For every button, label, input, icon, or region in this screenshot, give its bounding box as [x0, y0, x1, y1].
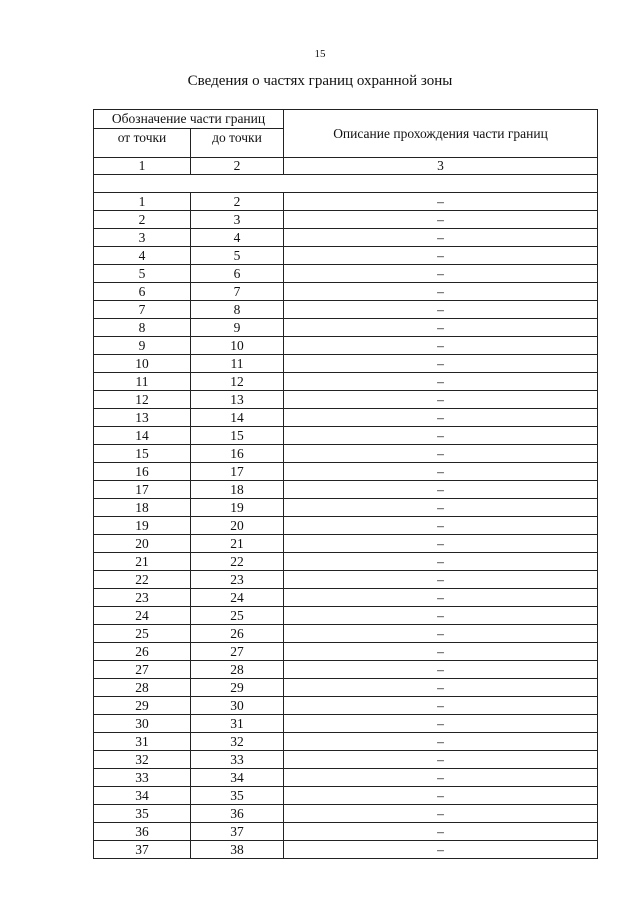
cell-to-point: 26 [191, 625, 284, 643]
cell-description: – [284, 535, 598, 553]
cell-from-point: 27 [94, 661, 191, 679]
cell-to-point: 19 [191, 499, 284, 517]
boundary-parts-table [93, 109, 598, 859]
cell-description: – [284, 517, 598, 535]
cell-from-point: 32 [94, 751, 191, 769]
table-row [94, 211, 598, 229]
cell-description: – [284, 751, 598, 769]
cell-description: – [284, 265, 598, 283]
cell-description: – [284, 769, 598, 787]
section-spacer-row [94, 175, 598, 193]
table-row [94, 661, 598, 679]
cell-to-point: 29 [191, 679, 284, 697]
table-row [94, 301, 598, 319]
section-spacer-cell [94, 175, 598, 193]
cell-to-point: 2 [191, 193, 284, 211]
cell-to-point: 7 [191, 283, 284, 301]
cell-from-point: 11 [94, 373, 191, 391]
cell-to-point: 34 [191, 769, 284, 787]
cell-to-point: 14 [191, 409, 284, 427]
cell-from-point: 19 [94, 517, 191, 535]
cell-from-point: 12 [94, 391, 191, 409]
cell-description: – [284, 373, 598, 391]
cell-from-point: 7 [94, 301, 191, 319]
cell-from-point: 22 [94, 571, 191, 589]
table-row [94, 751, 598, 769]
table-row [94, 427, 598, 445]
cell-description: – [284, 589, 598, 607]
table-row [94, 625, 598, 643]
cell-to-point: 28 [191, 661, 284, 679]
table-row [94, 319, 598, 337]
cell-from-point: 8 [94, 319, 191, 337]
cell-description: – [284, 679, 598, 697]
cell-description: – [284, 841, 598, 859]
cell-description: – [284, 319, 598, 337]
table-row [94, 193, 598, 211]
cell-from-point: 16 [94, 463, 191, 481]
cell-to-point: 35 [191, 787, 284, 805]
header-to-point: до точки [191, 129, 284, 158]
cell-description: – [284, 463, 598, 481]
document-title: Сведения о частях границ охранной зоны [187, 73, 453, 89]
column-number-row [94, 158, 598, 175]
cell-from-point: 17 [94, 481, 191, 499]
cell-description: – [284, 661, 598, 679]
cell-to-point: 9 [191, 319, 284, 337]
table-row [94, 517, 598, 535]
table-row [94, 787, 598, 805]
cell-to-point: 37 [191, 823, 284, 841]
cell-from-point: 4 [94, 247, 191, 265]
cell-to-point: 3 [191, 211, 284, 229]
cell-to-point: 13 [191, 391, 284, 409]
cell-from-point: 37 [94, 841, 191, 859]
cell-description: – [284, 283, 598, 301]
cell-from-point: 20 [94, 535, 191, 553]
cell-to-point: 25 [191, 607, 284, 625]
cell-description: – [284, 229, 598, 247]
cell-description: – [284, 553, 598, 571]
cell-from-point: 29 [94, 697, 191, 715]
table-row [94, 265, 598, 283]
table-row [94, 841, 598, 859]
cell-description: – [284, 427, 598, 445]
cell-to-point: 16 [191, 445, 284, 463]
table-row [94, 553, 598, 571]
cell-to-point: 12 [191, 373, 284, 391]
cell-description: – [284, 643, 598, 661]
column-number-1: 1 [94, 158, 191, 175]
cell-from-point: 13 [94, 409, 191, 427]
table-row [94, 823, 598, 841]
cell-to-point: 17 [191, 463, 284, 481]
cell-from-point: 1 [94, 193, 191, 211]
cell-from-point: 36 [94, 823, 191, 841]
header-row-group [94, 110, 598, 129]
cell-from-point: 10 [94, 355, 191, 373]
table-row [94, 715, 598, 733]
cell-from-point: 33 [94, 769, 191, 787]
cell-description: – [284, 337, 598, 355]
cell-from-point: 21 [94, 553, 191, 571]
cell-to-point: 36 [191, 805, 284, 823]
cell-from-point: 15 [94, 445, 191, 463]
cell-description: – [284, 355, 598, 373]
cell-to-point: 20 [191, 517, 284, 535]
cell-description: – [284, 211, 598, 229]
table-row [94, 805, 598, 823]
cell-to-point: 5 [191, 247, 284, 265]
cell-to-point: 33 [191, 751, 284, 769]
cell-description: – [284, 823, 598, 841]
cell-description: – [284, 301, 598, 319]
cell-from-point: 35 [94, 805, 191, 823]
cell-to-point: 21 [191, 535, 284, 553]
table-row [94, 229, 598, 247]
cell-to-point: 8 [191, 301, 284, 319]
header-boundary-description: Описание прохождения части границ [284, 110, 598, 158]
page-number: 15 [314, 48, 326, 60]
cell-to-point: 18 [191, 481, 284, 499]
cell-to-point: 22 [191, 553, 284, 571]
cell-description: – [284, 499, 598, 517]
table-row [94, 571, 598, 589]
cell-description: – [284, 733, 598, 751]
table-row [94, 481, 598, 499]
table-row [94, 373, 598, 391]
column-number-3: 3 [284, 158, 598, 175]
table-row [94, 589, 598, 607]
cell-description: – [284, 409, 598, 427]
cell-description: – [284, 607, 598, 625]
cell-description: – [284, 445, 598, 463]
cell-from-point: 24 [94, 607, 191, 625]
table-row [94, 679, 598, 697]
cell-description: – [284, 193, 598, 211]
cell-to-point: 31 [191, 715, 284, 733]
table-row [94, 247, 598, 265]
cell-description: – [284, 571, 598, 589]
cell-from-point: 5 [94, 265, 191, 283]
table-row [94, 499, 598, 517]
cell-description: – [284, 625, 598, 643]
column-number-2: 2 [191, 158, 284, 175]
table-row [94, 535, 598, 553]
cell-description: – [284, 247, 598, 265]
cell-description: – [284, 697, 598, 715]
cell-to-point: 10 [191, 337, 284, 355]
cell-description: – [284, 715, 598, 733]
cell-to-point: 4 [191, 229, 284, 247]
cell-description: – [284, 805, 598, 823]
cell-to-point: 15 [191, 427, 284, 445]
cell-from-point: 26 [94, 643, 191, 661]
table-row [94, 697, 598, 715]
cell-to-point: 24 [191, 589, 284, 607]
cell-to-point: 27 [191, 643, 284, 661]
table-row [94, 643, 598, 661]
cell-from-point: 23 [94, 589, 191, 607]
table-row [94, 409, 598, 427]
header-from-point: от точки [94, 129, 191, 158]
table-row [94, 463, 598, 481]
cell-from-point: 18 [94, 499, 191, 517]
cell-description: – [284, 481, 598, 499]
table-row [94, 283, 598, 301]
cell-description: – [284, 787, 598, 805]
table-row [94, 769, 598, 787]
cell-to-point: 11 [191, 355, 284, 373]
table-row [94, 445, 598, 463]
header-boundary-part-designation: Обозначение части границ [94, 110, 284, 129]
cell-to-point: 6 [191, 265, 284, 283]
cell-from-point: 2 [94, 211, 191, 229]
table-row [94, 733, 598, 751]
table-body [94, 110, 598, 859]
table-row [94, 607, 598, 625]
table-row [94, 391, 598, 409]
cell-from-point: 34 [94, 787, 191, 805]
cell-description: – [284, 391, 598, 409]
cell-from-point: 14 [94, 427, 191, 445]
cell-from-point: 31 [94, 733, 191, 751]
cell-from-point: 9 [94, 337, 191, 355]
cell-from-point: 3 [94, 229, 191, 247]
table-row [94, 337, 598, 355]
table-row [94, 355, 598, 373]
cell-to-point: 30 [191, 697, 284, 715]
cell-from-point: 25 [94, 625, 191, 643]
cell-from-point: 30 [94, 715, 191, 733]
cell-from-point: 6 [94, 283, 191, 301]
cell-to-point: 38 [191, 841, 284, 859]
cell-from-point: 28 [94, 679, 191, 697]
cell-to-point: 32 [191, 733, 284, 751]
cell-to-point: 23 [191, 571, 284, 589]
